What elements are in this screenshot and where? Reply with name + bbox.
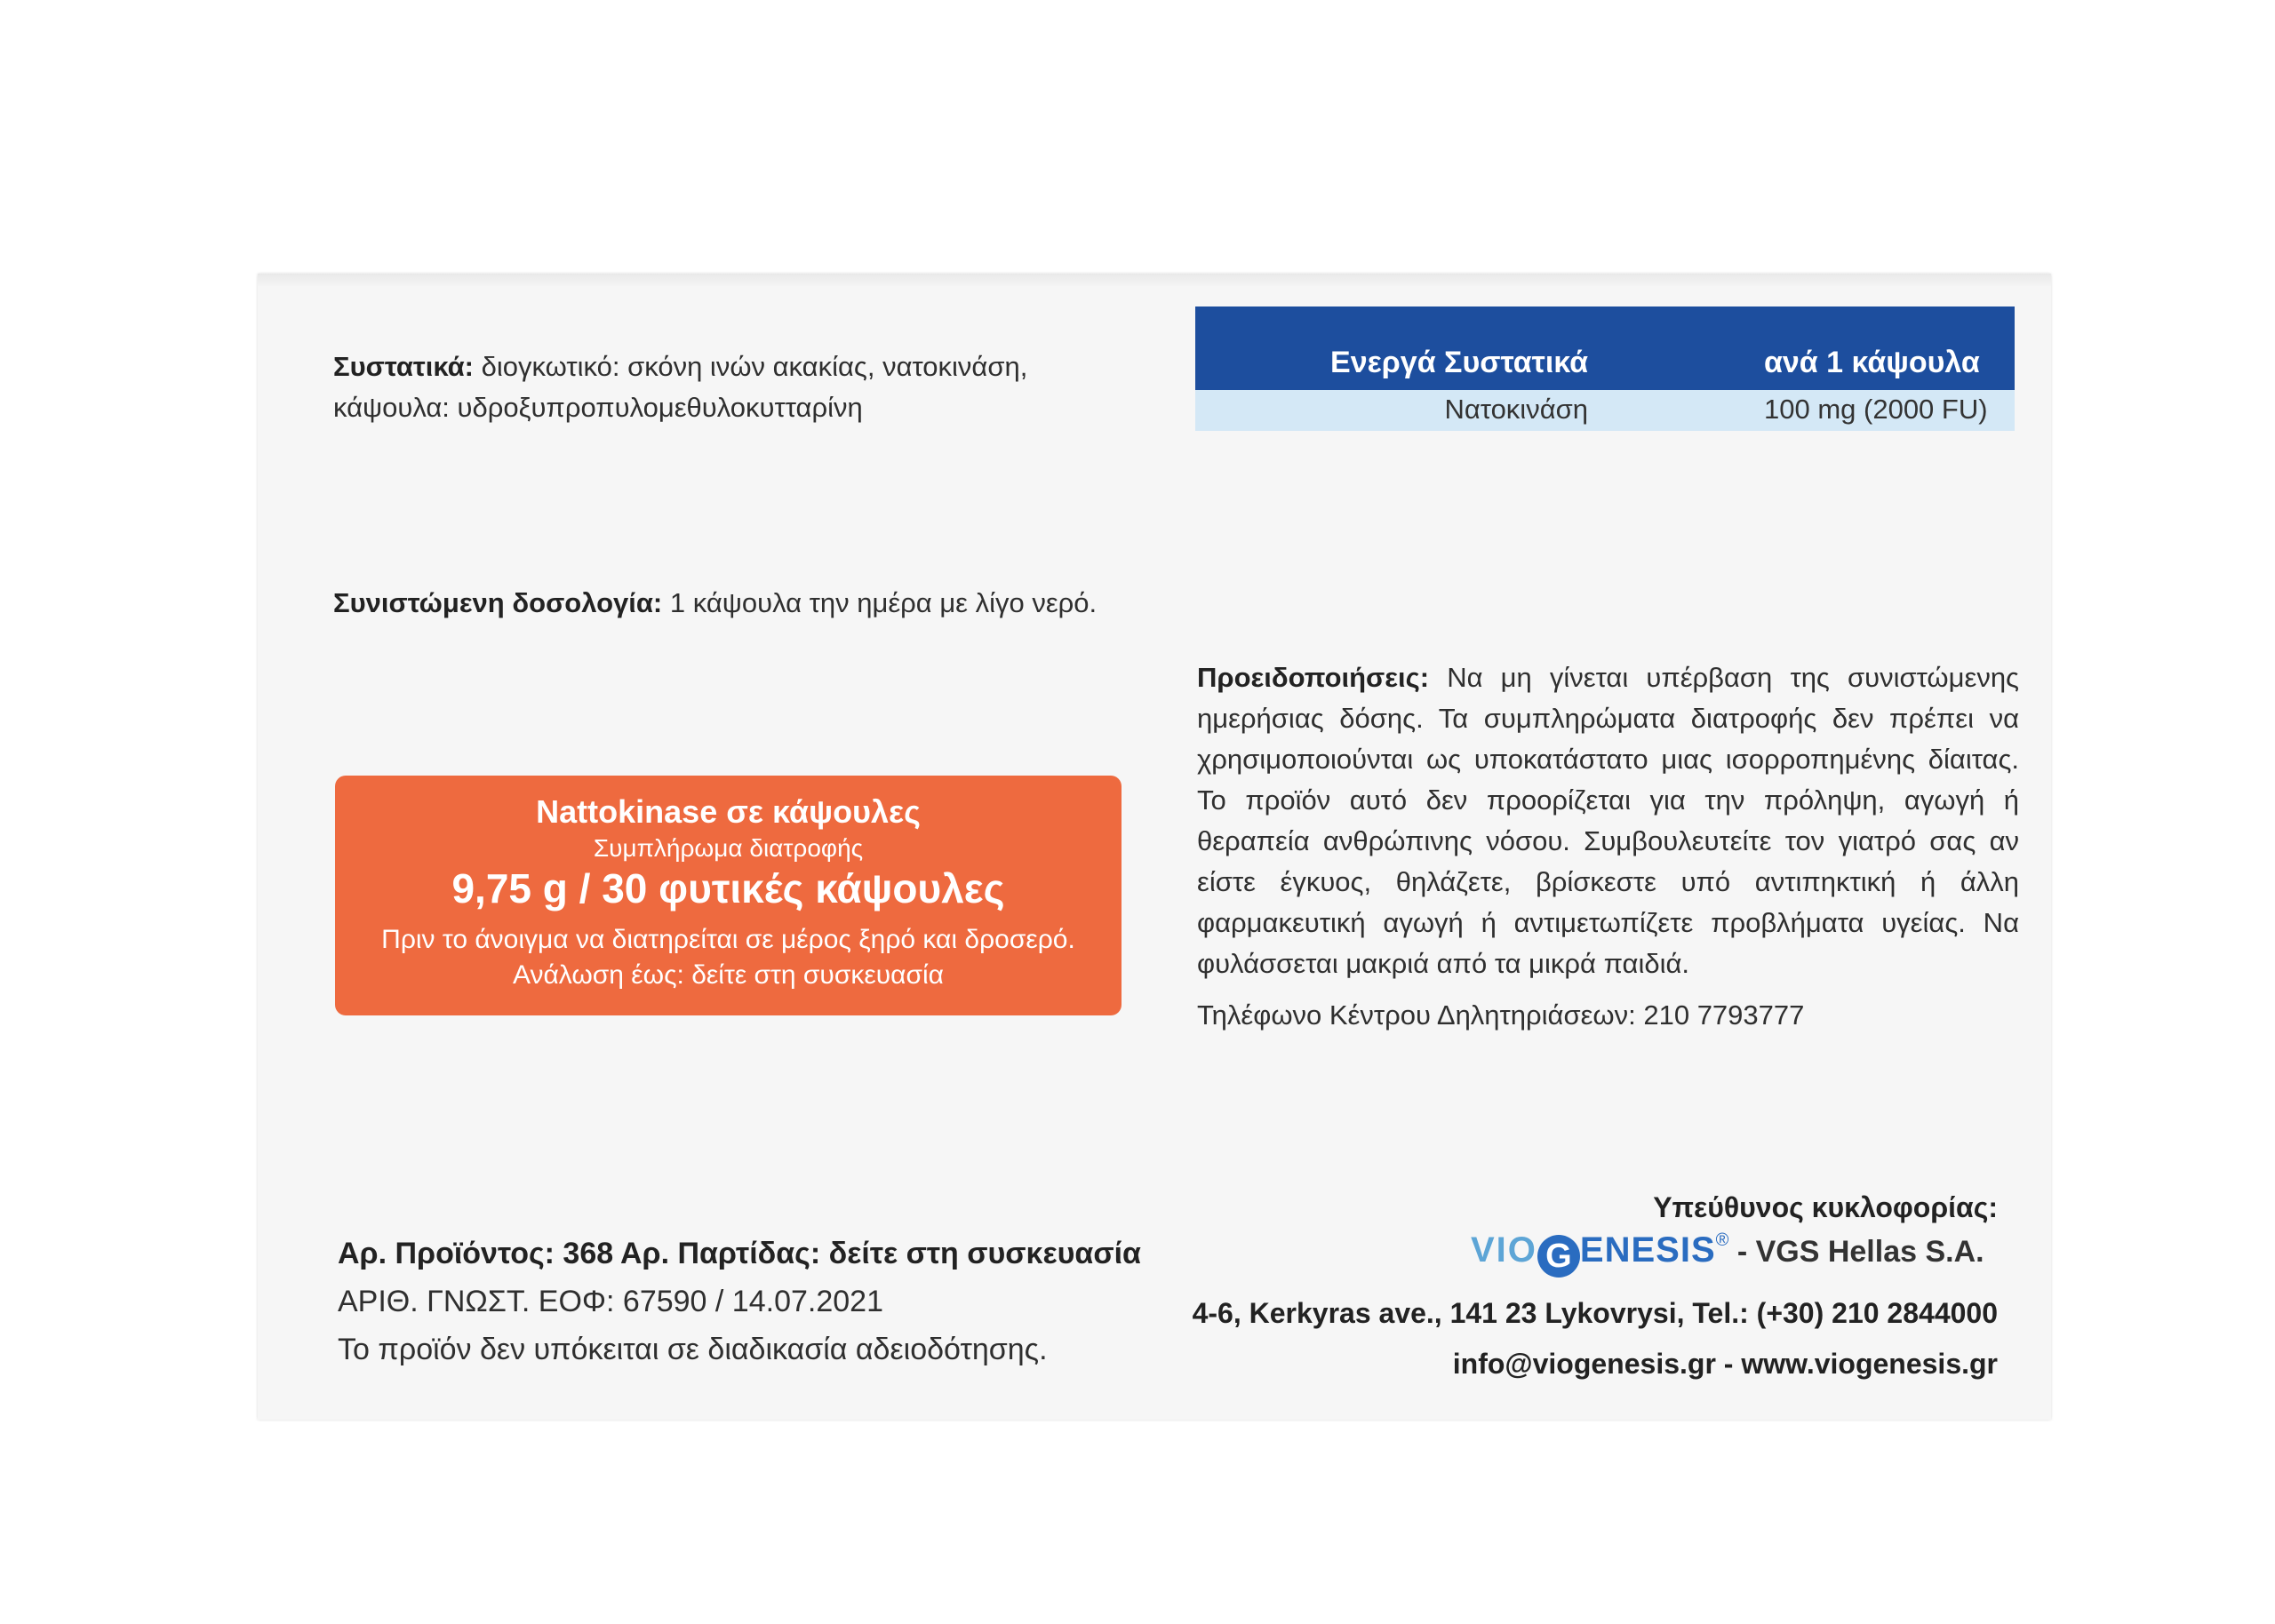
header-ingredient: Ενεργά Συστατικά: [1330, 346, 1588, 379]
table-header: [1195, 306, 2015, 390]
dosage-text: [333, 583, 1097, 624]
batch-number: Αρ. Παρτίδας: δείτε στη συσκευασία: [620, 1237, 1141, 1270]
license-note: Το προϊόν δεν υπόκειται σε διαδικασία αδειοδότησης.: [338, 1333, 1048, 1366]
logo-g-circle: G: [1537, 1235, 1580, 1278]
warnings-label: Προειδοποιήσεις:: [1197, 662, 1430, 693]
dosage-value: 1 κάψουλα την ημέρα με λίγο νερό.: [669, 587, 1098, 618]
warnings-line8: φυλάσσεται μακριά από τα μικρά παιδιά.: [1197, 948, 1690, 979]
active-ingredients-table: [1195, 306, 2015, 431]
eof-number: ΑΡΙΘ. ΓΝΩΣΤ. ΕΟΦ: 67590 / 14.07.2021: [338, 1285, 883, 1318]
ingredients-label: Συστατικά:: [333, 351, 474, 382]
warnings-line1: [1197, 657, 2019, 698]
ingredients-text: [333, 346, 1129, 387]
company-contact: info@viogenesis.gr - www.viogenesis.gr: [1452, 1348, 1998, 1380]
warnings-line3: χρησιμοποιούνται ως υποκατάστατο μιας ισορροπημένης δίαιτας.: [1197, 744, 2019, 775]
ingredients-line1: διογκωτικό: σκόνη ινών ακακίας, νατοκινάση,: [481, 351, 1028, 382]
company-name: - VGS Hellas S.A.: [1728, 1235, 1984, 1269]
product-summary-panel: [335, 776, 1122, 1015]
warnings-line7: φαρμακευτική αγωγή ή αντιμετωπίζετε προβλήματα υγείας. Να: [1197, 907, 2019, 938]
poison-center-phone: Τηλέφωνο Κέντρου Δηλητηριάσεων: 210 7793777: [1197, 999, 1805, 1031]
table-row: [1195, 390, 2015, 431]
warnings-text-1: Να μη γίνεται υπέρβαση της συνιστώμενης: [1447, 662, 2019, 693]
product-number: Αρ. Προϊόντος: 368: [338, 1237, 614, 1270]
package-top-edge: [258, 274, 2051, 286]
warnings-line4: Το προϊόν αυτό δεν προορίζεται για την πρόληψη, αγωγή ή: [1197, 784, 2019, 816]
company-address: 4-6, Kerkyras ave., 141 23 Lykovrysi, Tel.: (+30) 210 2844000: [1192, 1297, 1998, 1329]
viogenesis-logo: [1471, 1230, 1984, 1284]
warnings-line5: θεραπεία ανθρώπινης νόσου. Συμβουλευτείτε τον γιατρό σας αν: [1197, 825, 2019, 856]
warnings-block: [1197, 657, 2019, 1036]
ingredients-line2: κάψουλα: υδροξυπροπυλομεθυλοκυτταρίνη: [333, 392, 863, 423]
row-ingredient: Νατοκινάση: [1444, 394, 1588, 425]
product-subtitle: Συμπλήρωμα διατροφής: [593, 834, 864, 862]
row-value: 100 mg (2000 FU): [1764, 394, 1988, 425]
product-quantity: 9,75 g / 30 φυτικές κάψουλες: [451, 865, 1005, 912]
storage-note: Πριν το άνοιγμα να διατηρείται σε μέρος ξηρό και δροσερό.: [381, 925, 1075, 954]
logo-registered: ®: [1715, 1230, 1729, 1250]
product-title: Nattokinase σε κάψουλες: [536, 793, 921, 830]
logo-vio: VIO: [1471, 1230, 1537, 1270]
dosage-label: Συνιστώμενη δοσολογία:: [333, 587, 663, 618]
responsible-label: Υπεύθυνος κυκλοφορίας:: [1653, 1191, 1998, 1223]
logo-enesis: ENESIS: [1579, 1230, 1716, 1270]
warnings-line6: είστε έγκυος, θηλάζετε, βρίσκεστε υπό αντιπηκτική ή άλλη: [1197, 866, 2019, 897]
expiry-note: Ανάλωση έως: δείτε στη συσκευασία: [512, 960, 944, 990]
warnings-line2: ημερήσιας δόσης. Τα συμπληρώματα διατροφής δεν πρέπει να: [1197, 703, 2019, 734]
header-per-capsule: ανά 1 κάψουλα: [1764, 346, 1980, 379]
